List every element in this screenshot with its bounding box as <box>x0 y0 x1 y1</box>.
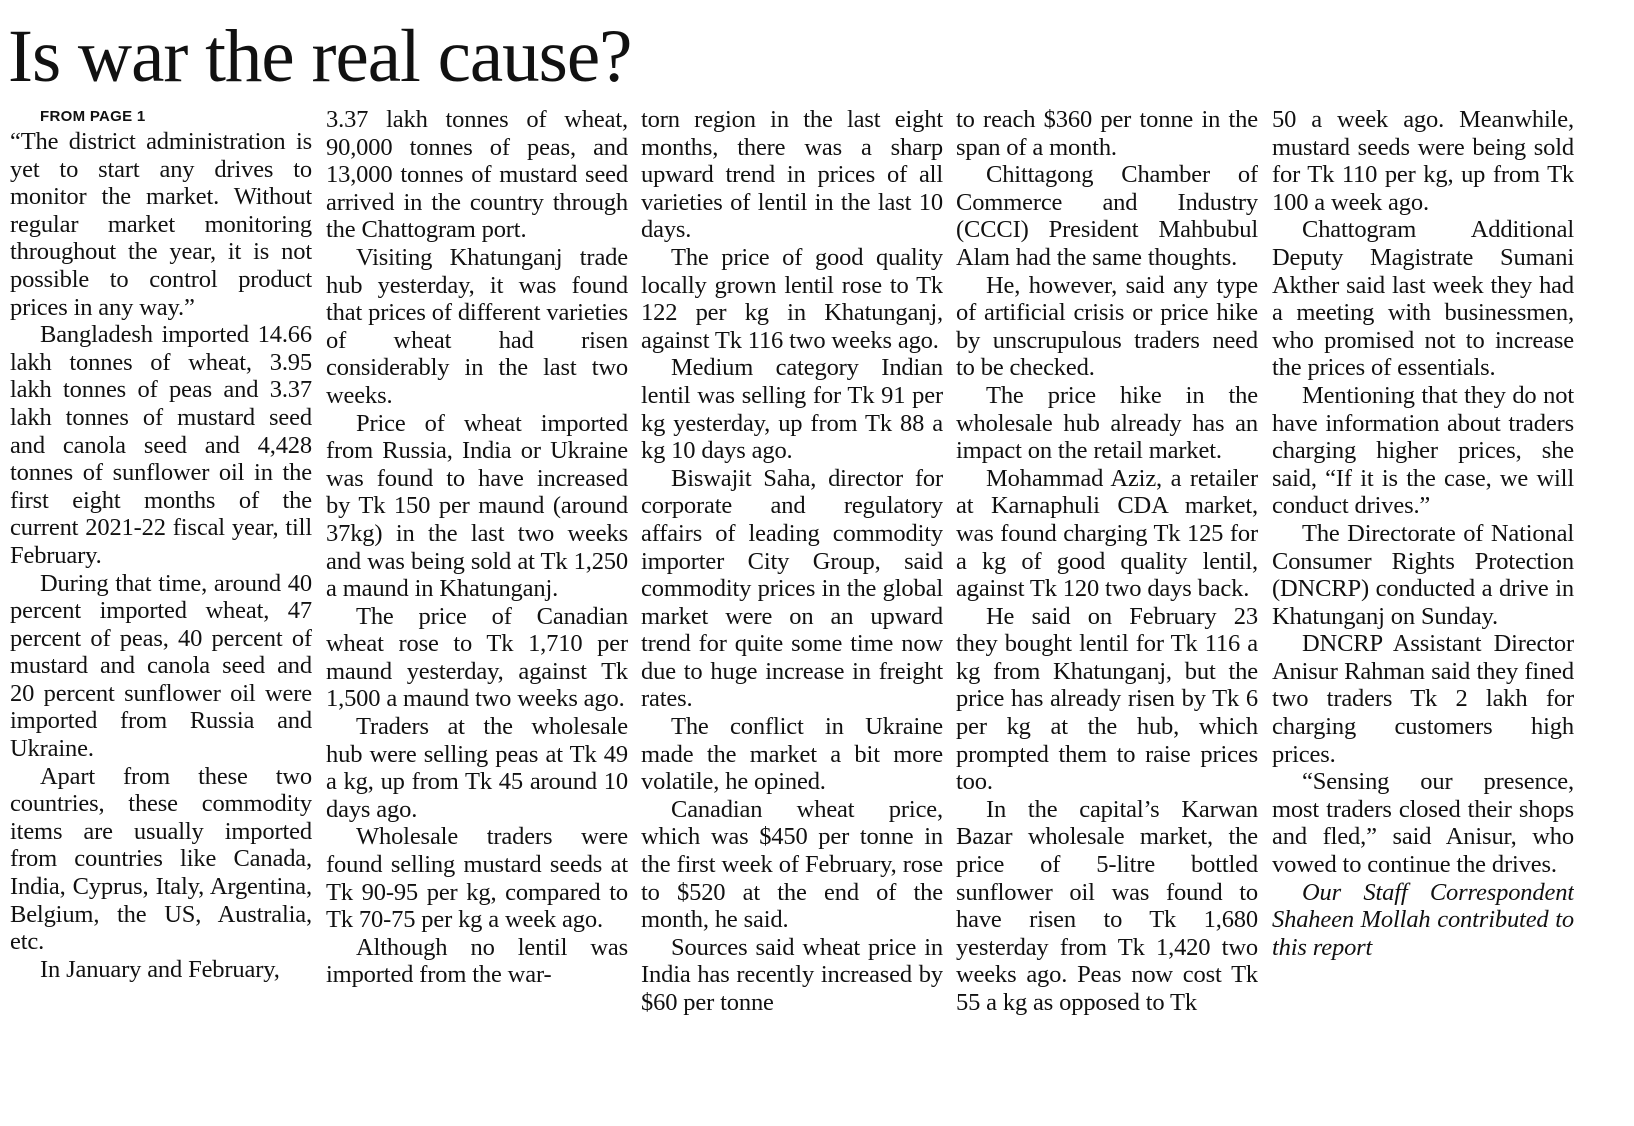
article-column-4 <box>956 106 1258 1118</box>
article-column-1 <box>10 106 312 1118</box>
paragraph: In January and February, <box>40 955 280 983</box>
paragraph: 3.37 lakh tonnes of wheat, 90,000 tonnes of peas, and 13,000 tonnes of mustard seed arrived in the country through the Chattogram port. <box>326 106 628 244</box>
paragraph: Chattogram Additional Deputy Magistrate Sumani Akther said last week they had a meeting with businessmen, who promised not to increase the prices of essentials. <box>1272 216 1574 382</box>
paragraph: In the capital’s Karwan Bazar wholesale market, the price of 5-litre bottled sunflower oil was found to have risen to Tk 1,680 yesterday from Tk 1,420 two weeks ago. Peas now cost Tk 55 a kg as opposed to Tk <box>956 795 1258 1016</box>
paragraph: He said on February 23 they bought lentil for Tk 116 a kg from Khatunganj, but the price has already risen by Tk 6 per kg at the hub, which prompted them to raise prices too. <box>956 602 1258 796</box>
paragraph: torn region in the last eight months, there was a sharp upward trend in prices of all varieties of lentil in the last 10 days. <box>641 106 943 244</box>
paragraph: Mohammad Aziz, a retailer at Karnaphuli CDA market, was found charging Tk 125 for a kg of good quality lentil, against Tk 120 two days back. <box>956 464 1258 603</box>
paragraph: Apart from these two countries, these commodity items are usually imported from countries like Canada, India, Cyprus, Italy, Argentina, Belgium, the US, Australia, etc. <box>10 762 312 956</box>
paragraph: Bangladesh imported 14.66 lakh tonnes of wheat, 3.95 lakh tonnes of peas and 3.37 lakh tonnes of mustard seed and canola seed and 4,428 tonnes of sunflower oil in the first eight months of the current 2021-22 fiscal year, till February. <box>10 321 312 569</box>
paragraph: to reach $360 per tonne in the span of a month. <box>956 106 1258 161</box>
paragraph: Mentioning that they do not have information about traders charging higher prices, she said, “If it is the case, we will conduct drives.” <box>1272 381 1574 520</box>
paragraph: The price hike in the wholesale hub already has an impact on the retail market. <box>956 381 1258 465</box>
paragraph: He, however, said any type of artificial crisis or price hike by unscrupulous traders need to be checked. <box>956 271 1258 382</box>
paragraph: Although no lentil was imported from the war- <box>326 933 628 989</box>
headline: Is war the real cause? <box>8 15 632 98</box>
paragraph: Canadian wheat price, which was $450 per tonne in the first week of February, rose to $520 at the end of the month, he said. <box>641 795 943 934</box>
paragraph: “Sensing our presence, most traders closed their shops and fled,” said Anisur, who vowed to continue the drives. <box>1272 768 1574 879</box>
article-column-3 <box>641 106 943 1118</box>
paragraph: Chittagong Chamber of Commerce and Industry (CCCI) President Mahbubul Alam had the same thoughts. <box>956 161 1258 271</box>
paragraph: Traders at the wholesale hub were selling peas at Tk 49 a kg, up from Tk 45 around 10 days ago. <box>326 713 628 823</box>
paragraph: “The district administration is yet to start any drives to monitor the market. Without regular market monitoring throughout the year, it is not possible to control product prices in any way.” <box>10 128 312 321</box>
paragraph: Visiting Khatunganj trade hub yesterday, it was found that prices of different varieties of wheat had risen considerably in the last two weeks. <box>326 243 628 409</box>
paragraph: DNCRP Assistant Director Anisur Rahman said they fined two traders Tk 2 lakh for charging customers high prices. <box>1272 630 1574 768</box>
paragraph: Price of wheat imported from Russia, India or Ukraine was found to have increased by Tk 150 per maund (around 37kg) in the last two weeks and was being sold at Tk 1,250 a maund in Khatunganj. <box>326 409 628 603</box>
article-column-5 <box>1272 106 1574 1118</box>
contributor-credit: Our Staff Correspondent Shaheen Mollah contributed to this report <box>1272 878 1574 961</box>
paragraph: During that time, around 40 percent imported wheat, 47 percent of peas, 40 percent of mustard and canola seed and 20 percent sunflower oil were imported from Russia and Ukraine. <box>10 569 312 763</box>
paragraph: The Directorate of National Consumer Rights Protection (DNCRP) conducted a drive in Khatunganj on Sunday. <box>1272 519 1574 630</box>
paragraph: Medium category Indian lentil was selling for Tk 91 per kg yesterday, up from Tk 88 a kg 10 days ago. <box>641 354 943 465</box>
paragraph: Biswajit Saha, director for corporate and regulatory affairs of leading commodity importer City Group, said commodity prices in the global market were on an upward trend for quite some time now due to huge increase in freight rates. <box>641 464 943 713</box>
paragraph: Wholesale traders were found selling mustard seeds at Tk 90-95 per kg, compared to Tk 70-75 per kg a week ago. <box>326 823 628 934</box>
paragraph: The price of good quality locally grown lentil rose to Tk 122 per kg in Khatunganj, against Tk 116 two weeks ago. <box>641 243 943 354</box>
kicker: FROM PAGE 1 <box>40 108 146 125</box>
paragraph: 50 a week ago. Meanwhile, mustard seeds were being sold for Tk 110 per kg, up from Tk 100 a week ago. <box>1272 106 1574 216</box>
paragraph: The price of Canadian wheat rose to Tk 1,710 per maund yesterday, against Tk 1,500 a maund two weeks ago. <box>326 602 628 713</box>
paragraph: The conflict in Ukraine made the market a bit more volatile, he opined. <box>641 713 943 796</box>
article-column-2 <box>326 106 628 1118</box>
paragraph: Sources said wheat price in India has recently increased by $60 per tonne <box>641 933 943 1016</box>
